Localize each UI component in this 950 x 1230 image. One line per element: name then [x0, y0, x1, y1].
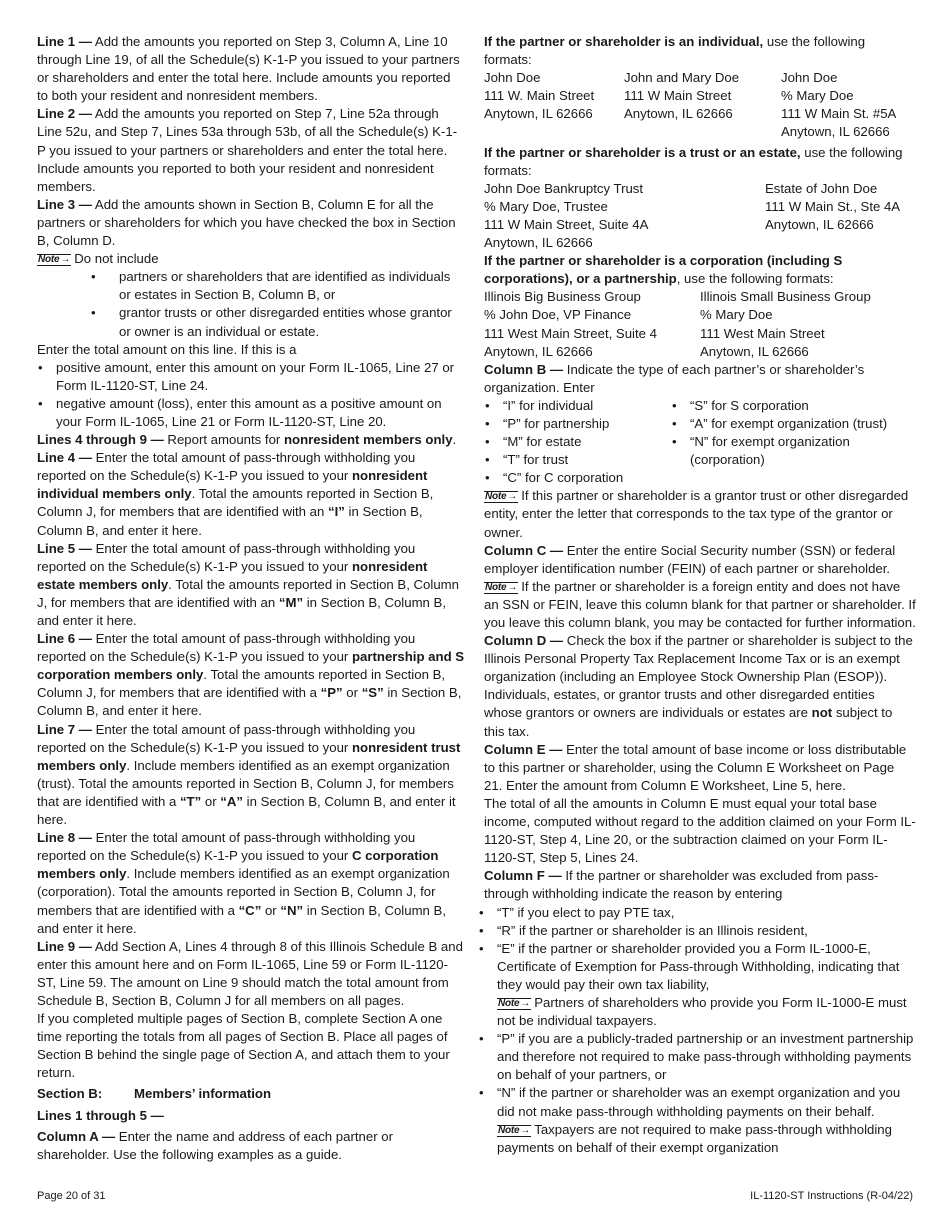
note-icon: Note → [497, 998, 531, 1010]
right-column [484, 33, 916, 1157]
columnF-paragraph: Column F — If the partner or shareholder was excluded from pass-through withholding indicate the reason by entering [484, 868, 879, 902]
list-item: • “E” if the partner or shareholder provided you a Form IL-1000-E, Certificate of Exemption for Pass-through Withholding, indicating that they would pay their own tax liability, Note → Partners of shareholders who provide you Form IL-1000-E must not be individual taxpayers. [497, 940, 916, 1030]
line3-exclusion-list [37, 268, 465, 340]
line3-note: Note → Do not include [37, 250, 465, 268]
columnD-paragraph: Column D — Check the box if the partner or shareholder is subject to the Illinois Personal Property Tax Replacement Income Tax or is an exempt organization (including an Employee Stock Ownership Plan (ESOP)). Individuals, estates, or grantor trusts and other disregarded entities whose grantors or owners are individuals or estates are not subject to this tax. [484, 633, 913, 739]
line1-paragraph: Line 1 — Add the amounts you reported on Step 3, Column A, Line 10 through Line 19, of all the Schedule(s) K-1-P you issued to your partners or shareholders and enter the total here. Include amounts you reported to both your resident and nonresident members. [37, 34, 460, 104]
line9-paragraph: Line 9 — Add Section A, Lines 4 through 8 of this Illinois Schedule B and enter this amount here and on Form IL-1065, Line 59 or Form IL-1120-ST, Line 59. The amount on Line 9 should match the total amount from Schedule B, Section B, Column J for all members on all pages. [37, 938, 463, 1008]
list-item: • “I” for individual [503, 397, 662, 415]
lines4-9-paragraph: Lines 4 through 9 — Report amounts for nonresident members only. [37, 432, 457, 448]
line7-paragraph: Line 7 — Enter the total amount of pass-through withholding you reported on the Schedule(s) K-1-P you issued to your nonresident trust members only. Include members identified as an exempt organization (trust). Total the amounts reported in Section B, Column J, for members that are identified with a “T” or “A” in Section B, Column B, and enter it here. [37, 721, 461, 828]
individual-address-examples: John Doe John and Mary Doe John Doe 111 W. Main Street 111 W Main Street % Mary Doe Anytown, IL 62666 Anytown, IL 62666 111 W Main St. #5A Anytown, IL 62666 [484, 70, 897, 140]
list-item: • “P” for partnership [503, 415, 662, 433]
section-b-heading: Section B: Members’ information [37, 1086, 272, 1102]
columnE-paragraph: Column E — Enter the total amount of base income or loss distributable to this partner or shareholder, using the Column E Worksheet on Page 21. Enter the amount from Column E Worksheet, Line 5, here. [484, 741, 907, 793]
note-icon: Note → [37, 254, 71, 266]
list-item: • “N” for exempt organization (corporation) [690, 433, 916, 469]
corporation-format-heading: If the partner or shareholder is a corporation (including S corporations), or a partnership, use the following formats: [484, 253, 843, 287]
list-item: • “T” if you elect to pay PTE tax, [497, 904, 916, 922]
columnA-paragraph: Column A — Enter the name and address of each partner or shareholder. Use the following examples as a guide. [37, 1128, 393, 1162]
line5-paragraph: Line 5 — Enter the total amount of pass-through withholding you reported on the Schedule(s) K-1-P you issued to your nonresident estate members only. Total the amounts reported in Section B, Column J, for members that are identified with an “M” in Section B, Column B, and enter it here. [37, 540, 459, 628]
columnE-total-paragraph: The total of all the amounts in Column E must equal your total base income, computed without regard to the addition claimed on your Form IL-1120-ST, Step 4, Line 20, or the subtraction claimed on your Form IL-1120-ST, Step 5, Lines 24. [484, 795, 916, 866]
list-item: • partners or shareholders that are identified as individuals or estates in Section B, Column B, or [119, 268, 465, 304]
list-item: • “A” for exempt organization (trust) [690, 415, 916, 433]
columnF-reasons [484, 904, 916, 1157]
columnC-paragraph: Column C — Enter the entire Social Security number (SSN) or federal employer identification number (FEIN) of each partner or shareholder. [484, 542, 896, 576]
list-item: • negative amount (loss), enter this amount as a positive amount on your Form IL-1065, Line 21 or Form IL-1120-ST, Line 20. [56, 395, 465, 431]
line3-paragraph: Line 3 — Add the amounts shown in Section B, Column E for all the partners or shareholders for which you have checked the box in Section B, Column D. [37, 196, 456, 249]
line4-paragraph: Line 4 — Enter the total amount of pass-through withholding you reported on the Schedule(s) K-1-P you issued to your nonresident individual members only. Total the amounts reported in Section B, Column J, for members that are identified with an “I” in Section B, Column B, and enter it here. [37, 450, 434, 538]
trust-format-heading: If the partner or shareholder is a trust or an estate, use the following formats: [484, 144, 903, 178]
list-item: • “P” if you are a publicly-traded partnership or an investment partnership and therefore not required to make pass-through withholding payments on behalf of your partners, or [497, 1030, 916, 1084]
line2-paragraph: Line 2 — Add the amounts you reported on Step 7, Line 52a through Line 52u, and Step 7, Lines 53a through 53b, of all the Schedule(s) K-1-P you issued to your partners or shareholders and enter the total here. Include amounts you reported to both your resident and nonresident members. [37, 106, 458, 194]
columnC-note: Note → If the partner or shareholder is a foreign entity and does not have an SSN or FEIN, leave this column blank for that partner or shareholder. If you leave this column blank, you may be contacted for further information. [484, 578, 916, 632]
form-identifier: IL-1120-ST Instructions (R-04/22) [750, 1190, 913, 1202]
line3-amount-list [37, 359, 465, 431]
note-icon: Note → [484, 582, 518, 594]
columnB-codes-left [484, 397, 662, 487]
left-column [37, 33, 465, 1164]
trust-address-examples: John Doe Bankruptcy Trust Estate of John Doe % Mary Doe, Trustee 111 W Main St., Ste 4A 111 W Main Street, Suite 4A Anytown, IL 62666 Anytown, IL 62666 [484, 180, 901, 251]
list-item: • “R” if the partner or shareholder is an Illinois resident, [497, 922, 916, 940]
individual-format-heading: If the partner or shareholder is an individual, use the following formats: [484, 34, 866, 68]
columnB-codes [484, 397, 916, 487]
list-item: • “S” for S corporation [690, 397, 916, 415]
line1-heading: Line 1 — [37, 34, 92, 49]
page-number: Page 20 of 31 [37, 1190, 106, 1202]
note-icon: Note → [484, 491, 518, 503]
columnB-paragraph: Column B — Indicate the type of each partner’s or shareholder’s organization. Enter [484, 361, 865, 395]
list-item: • positive amount, enter this amount on your Form IL-1065, Line 27 or Form IL-1120-ST, Line 24. [56, 359, 465, 395]
columnB-codes-right [662, 397, 916, 487]
list-item: • “C” for C corporation [503, 469, 662, 487]
list-item: • “T” for trust [503, 451, 662, 469]
list-item: • “N” if the partner or shareholder was an exempt organization and you did not make pass-through withholding payments on their behalf. Note → Taxpayers are not required to make pass-through withholding payments on behalf of their exempt organization [497, 1084, 916, 1156]
corporation-address-examples: Illinois Big Business Group Illinois Small Business Group % John Doe, VP Finance % Mary Doe 111 West Main Street, Suite 4 111 West Main Street Anytown, IL 62666 Anytown, IL 62666 [484, 289, 871, 359]
lines1-5-heading: Lines 1 through 5 — [37, 1107, 164, 1123]
note-icon: Note → [497, 1125, 531, 1137]
line8-paragraph: Line 8 — Enter the total amount of pass-through withholding you reported on the Schedule(s) K-1-P you issued to your C corporation members only. Include members identified as an exempt organization (corporation). Total the amounts reported in Section B, Column J, for members that are identified with a “C” or “N” in Section B, Column B, and enter it here. [37, 830, 450, 936]
line3-enter-text: Enter the total amount on this line. If this is a [37, 341, 297, 357]
multiple-pages-paragraph: If you completed multiple pages of Section B, complete Section A one time reporting the totals from all pages of Section B. Place all pages of Section B behind the single page of Section A, and attach them to your return. [37, 1011, 450, 1081]
columnB-note: Note → If this partner or shareholder is a grantor trust or other disregarded entity, enter the letter that corresponds to the tax type of the grantor or owner. [484, 487, 916, 541]
list-item: • grantor trusts or other disregarded entities whose grantor or owner is an individual or estate. [119, 304, 465, 340]
list-item: • “M” for estate [503, 433, 662, 451]
line6-paragraph: Line 6 — Enter the total amount of pass-through withholding you reported on the Schedule(s) K-1-P you issued to your partnership and S corporation members only. Total the amounts reported in Section B, Column J, for members that are identified with a “P” or “S” in Section B, Column B, and enter it here. [37, 631, 465, 719]
